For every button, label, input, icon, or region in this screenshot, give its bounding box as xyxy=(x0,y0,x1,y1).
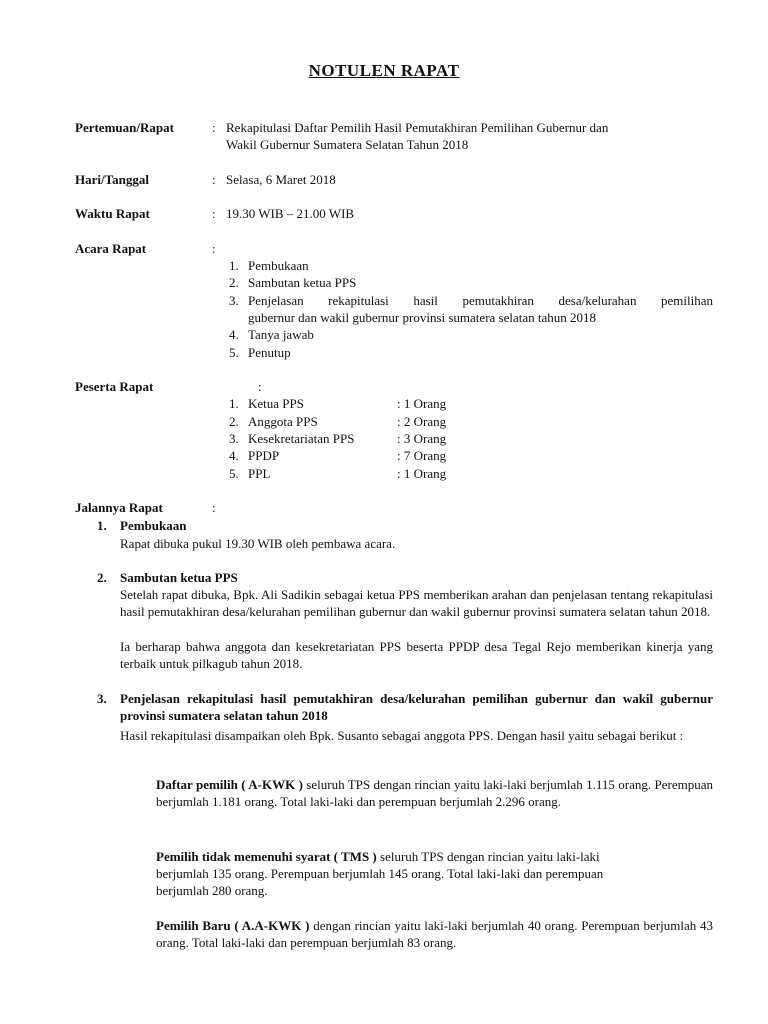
acara-item-text: Tanya jawab xyxy=(248,327,314,342)
detail-tms-label: Pemilih tidak memenuhi syarat ( TMS ) xyxy=(156,849,377,864)
peserta-num: 2. xyxy=(229,414,239,429)
waktu-value: 19.30 WIB – 21.00 WIB xyxy=(226,206,355,221)
pertemuan-value-line2: Wakil Gubernur Sumatera Selatan Tahun 2018 xyxy=(226,137,469,152)
peserta-role: Ketua PPS xyxy=(248,396,304,411)
detail-daftar-pemilih-label: Daftar pemilih ( A-KWK ) xyxy=(156,777,303,792)
peserta-colon: : xyxy=(258,379,262,394)
section-1-heading: Pembukaan xyxy=(120,518,187,533)
section-1-num: 1. xyxy=(97,518,107,533)
document-title: NOTULEN RAPAT xyxy=(308,61,460,80)
peserta-count: : 1 Orang xyxy=(397,396,447,411)
acara-item-text: Penutup xyxy=(248,345,291,360)
detail-pemilih-baru-label: Pemilih Baru ( A.A-KWK ) xyxy=(156,918,310,933)
pertemuan-value-line1: Rekapitulasi Daftar Pemilih Hasil Pemutakhiran Pemilihan Gubernur dan xyxy=(226,120,609,135)
hari-label: Hari/Tanggal xyxy=(75,172,149,187)
detail-pemilih-baru xyxy=(156,917,713,951)
peserta-label: Peserta Rapat xyxy=(75,379,154,394)
detail-tms-line-2: berjumlah 135 orang. Perempuan berjumlah 145 orang. Total laki-laki dan perempuan xyxy=(156,866,604,881)
acara-item-num: 1. xyxy=(229,258,239,273)
section-1-body: Rapat dibuka pukul 19.30 WIB oleh pembawa acara. xyxy=(120,536,396,551)
hari-value: Selasa, 6 Maret 2018 xyxy=(226,172,336,187)
waktu-label: Waktu Rapat xyxy=(75,206,150,221)
acara-item-num: 3. xyxy=(229,293,239,308)
peserta-role: Kesekretariatan PPS xyxy=(248,431,355,446)
peserta-count: : 3 Orang xyxy=(397,431,447,446)
detail-daftar-pemilih xyxy=(156,776,713,810)
section-3-num: 3. xyxy=(97,691,107,706)
hari-colon: : xyxy=(212,172,216,187)
acara-label: Acara Rapat xyxy=(75,241,147,256)
peserta-count: : 7 Orang xyxy=(397,448,447,463)
peserta-count: : 2 Orang xyxy=(397,414,447,429)
pertemuan-label: Pertemuan/Rapat xyxy=(75,120,174,135)
waktu-colon: : xyxy=(212,206,216,221)
pertemuan-colon: : xyxy=(212,120,216,135)
peserta-role: PPDP xyxy=(248,448,280,463)
acara-item-num: 2. xyxy=(229,275,239,290)
section-2-body-2: Ia berharap bahwa anggota dan kesekretariatan PPS beserta PPDP desa Tegal Rejo memberikan kinerja yang terbaik untuk pilkagub tahun 2018. xyxy=(120,639,713,671)
detail-tms-text-1: seluruh TPS dengan rincian yaitu laki-laki xyxy=(376,849,600,864)
acara-item-text: Sambutan ketua PPS xyxy=(248,275,357,290)
section-2-body-1: Setelah rapat dibuka, Bpk. Ali Sadikin sebagai ketua PPS memberikan arahan dan penjelasan tentang rekapitulasi hasil pemutakhiran desa/kelurahan pemilihan gubernur dan wakil gubernur provinsi sumatera selatan tahun 2018. xyxy=(120,587,713,619)
acara-item-text: Pembukaan xyxy=(248,258,309,273)
peserta-num: 3. xyxy=(229,431,239,446)
peserta-role: Anggota PPS xyxy=(248,414,318,429)
section-2-num: 2. xyxy=(97,570,107,585)
acara-item-num: 4. xyxy=(229,327,239,342)
section-2-heading: Sambutan ketua PPS xyxy=(120,570,238,585)
peserta-role: PPL xyxy=(248,466,271,481)
jalannya-colon: : xyxy=(212,500,216,515)
detail-daftar-pemilih-text: seluruh TPS dengan rincian yaitu laki-laki berjumlah 1.115 orang. Perempuan berjumlah 1.181 orang. Total laki-laki dan perempuan berjumlah 2.296 orang. xyxy=(156,777,713,809)
section-3-body: Hasil rekapitulasi disampaikan oleh Bpk. Susanto sebagai anggota PPS. Dengan hasil yaitu sebagai berikut : xyxy=(120,728,684,743)
detail-pemilih-baru-text: dengan rincian yaitu laki-laki berjumlah 40 orang. Perempuan berjumlah 43 orang. Total laki-laki dan perempuan berjumlah 83 orang. xyxy=(156,918,714,950)
acara-item-text-cont: gubernur dan wakil gubernur provinsi sumatera selatan tahun 2018 xyxy=(248,310,597,325)
detail-tms-line-1 xyxy=(156,848,600,865)
acara-item-text: Penjelasan rekapitulasi hasil pemutakhiran desa/kelurahan pemilihan xyxy=(248,293,713,308)
acara-item-num: 5. xyxy=(229,345,239,360)
jalannya-label: Jalannya Rapat xyxy=(75,500,163,515)
detail-tms-line-3: berjumlah 280 orang. xyxy=(156,883,268,898)
peserta-count: : 1 Orang xyxy=(397,466,447,481)
peserta-num: 4. xyxy=(229,448,239,463)
peserta-num: 1. xyxy=(229,396,239,411)
peserta-num: 5. xyxy=(229,466,239,481)
section-3-heading: Penjelasan rekapitulasi hasil pemutakhiran desa/kelurahan pemilihan gubernur dan wakil gubernur provinsi sumatera selatan tahun 2018 xyxy=(120,691,713,723)
acara-colon: : xyxy=(212,241,216,256)
